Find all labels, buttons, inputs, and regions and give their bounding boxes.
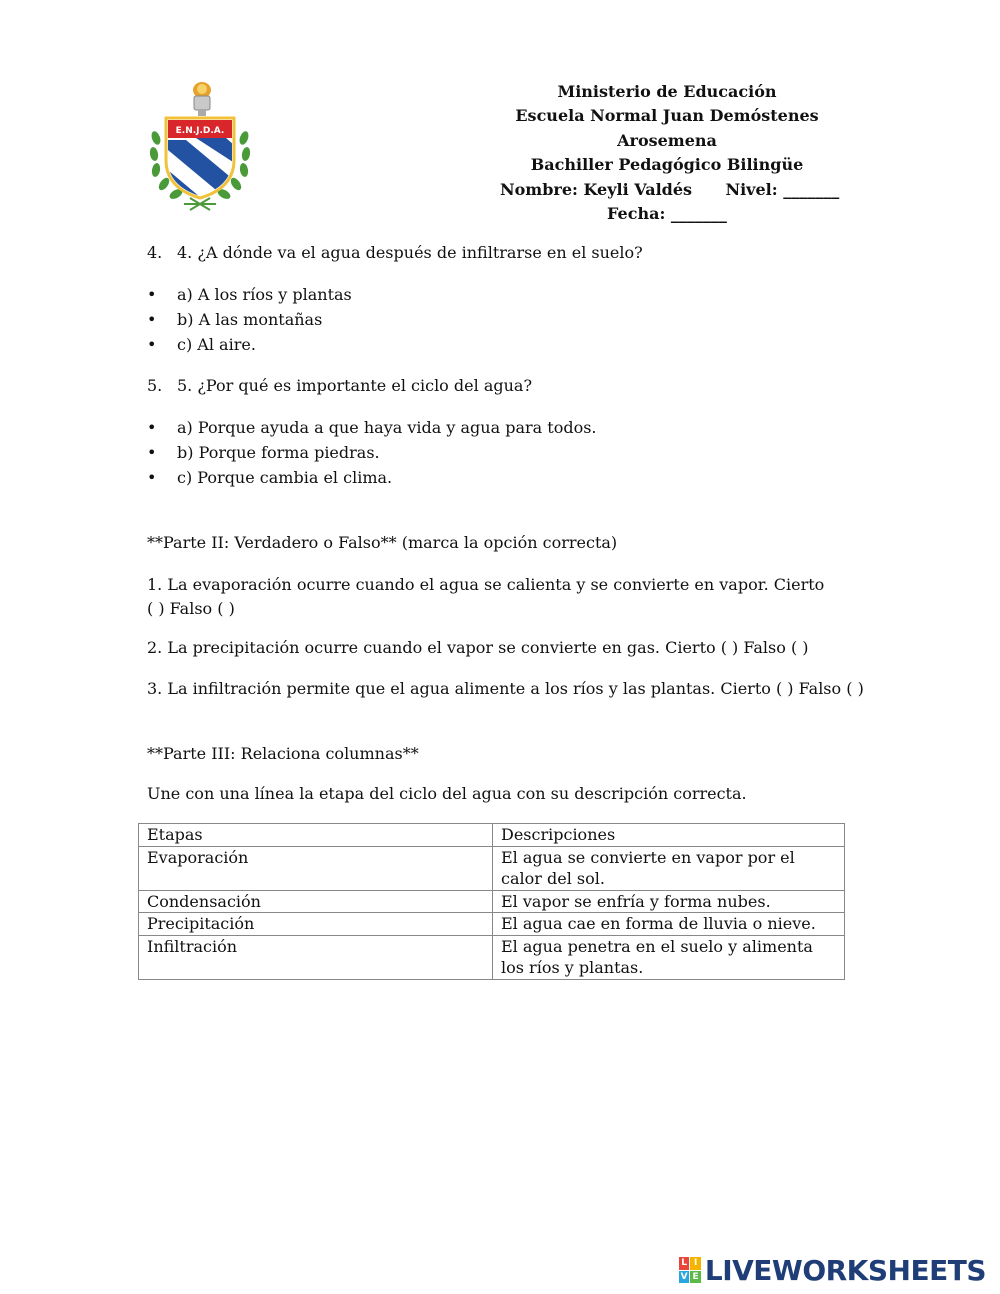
question-5-option-c — [147, 468, 392, 487]
option-text: a) Porque ayuda a que haya vida y agua para todos. — [177, 418, 597, 437]
document-header — [500, 80, 840, 226]
table-row — [139, 935, 845, 979]
bullet: • — [147, 443, 157, 462]
table-header-row — [139, 824, 845, 847]
table-cell-description: El agua penetra en el suelo y alimenta los ríos y plantas. — [493, 935, 845, 979]
true-false-item-3: 3. La infiltración permite que el agua alimente a los ríos y las plantas. Cierto ( ) Falso ( ) — [147, 679, 864, 698]
option-text: c) Porque cambia el clima. — [177, 468, 393, 487]
logo-letter-e: E — [690, 1271, 701, 1284]
liveworksheets-logo-icon — [679, 1257, 701, 1283]
table-row — [139, 846, 845, 890]
table-header-cell: Descripciones — [493, 824, 845, 847]
date-field: Fecha: _______ — [607, 204, 727, 224]
student-name-line — [500, 178, 840, 202]
question-4-option-b — [147, 310, 322, 329]
table-header-cell: Etapas — [139, 824, 493, 847]
school-name-line2: Arosemena — [617, 130, 717, 150]
question-4-option-a — [147, 285, 352, 304]
question-text: 5. ¿Por qué es importante el ciclo del agua? — [177, 376, 533, 395]
school-crest-logo — [146, 80, 254, 215]
option-text: a) A los ríos y plantas — [177, 285, 352, 304]
bullet: • — [147, 285, 157, 304]
ministry-title: Ministerio de Educación — [557, 82, 777, 101]
option-text: b) Porque forma piedras. — [177, 443, 380, 462]
bullet: • — [147, 468, 157, 487]
part3-title: **Parte III: Relaciona columnas** — [147, 744, 419, 763]
logo-text: E.N.J.D.A. — [175, 126, 225, 136]
table-row — [139, 913, 845, 936]
question-5-option-b — [147, 443, 380, 462]
option-text: c) Al aire. — [177, 335, 256, 354]
table-cell-description: El agua cae en forma de lluvia o nieve. — [493, 913, 845, 936]
bullet: • — [147, 310, 157, 329]
question-5-option-a — [147, 418, 597, 437]
part3-instruction: Une con una línea la etapa del ciclo del agua con su descripción correcta. — [147, 784, 747, 803]
table-cell-description: El vapor se enfría y forma nubes. — [493, 890, 845, 913]
crest-icon — [146, 80, 254, 215]
question-number: 5. — [147, 376, 163, 395]
option-text: b) A las montañas — [177, 310, 323, 329]
liveworksheets-brand[interactable] — [679, 1253, 986, 1287]
question-text: 4. ¿A dónde va el agua después de infiltrarse en el suelo? — [177, 243, 643, 262]
table-cell-stage: Infiltración — [139, 935, 493, 979]
bullet: • — [147, 418, 157, 437]
table-cell-stage: Evaporación — [139, 846, 493, 890]
part2-title: **Parte II: Verdadero o Falso** (marca la opción correcta) — [147, 533, 618, 552]
question-4-option-c — [147, 335, 256, 354]
bullet: • — [147, 335, 157, 354]
true-false-item-1: 1. La evaporación ocurre cuando el agua se calienta y se convierte en vapor. Cierto ( ) Falso ( ) — [147, 575, 825, 618]
logo-letter-i: I — [690, 1257, 701, 1270]
school-name-line1: Escuela Normal Juan Demóstenes — [515, 106, 819, 126]
program-name: Bachiller Pedagógico Bilingüe — [530, 155, 804, 175]
student-name: Nombre: Keyli Valdés — [500, 179, 693, 199]
matching-table — [138, 823, 845, 980]
question-number: 4. — [147, 243, 163, 262]
question-5 — [147, 376, 532, 395]
table-cell-stage: Precipitación — [139, 913, 493, 936]
table-row — [139, 890, 845, 913]
true-false-item-2: 2. La precipitación ocurre cuando el vapor se convierte en gas. Cierto ( ) Falso ( ) — [147, 638, 809, 657]
table-cell-stage: Condensación — [139, 890, 493, 913]
question-4 — [147, 243, 643, 262]
logo-letter-v: V — [680, 1271, 688, 1282]
logo-letter-l: L — [679, 1257, 690, 1270]
table-cell-description: El agua se convierte en vapor por el calor del sol. — [493, 846, 845, 890]
level-field: Nivel: _______ — [725, 179, 840, 199]
liveworksheets-wordmark: LIVEWORKSHEETS — [704, 1253, 986, 1287]
